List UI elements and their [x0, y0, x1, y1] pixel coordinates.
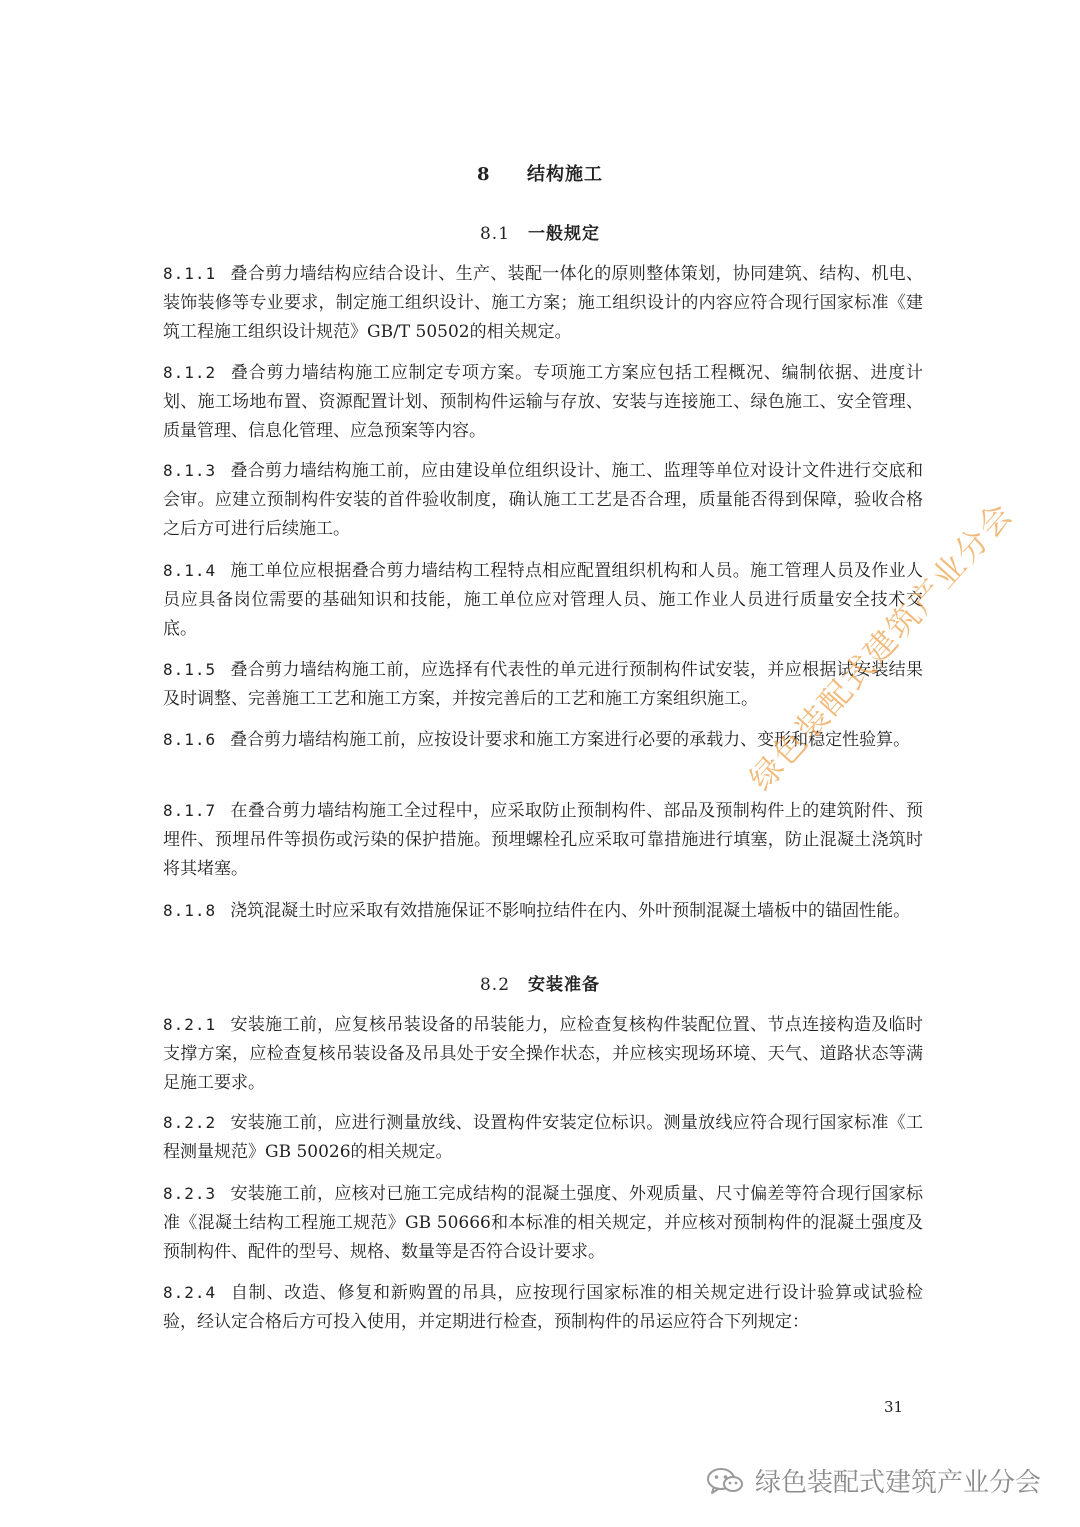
wechat-icon — [705, 1466, 745, 1496]
clause-number: 8.1.6 — [163, 730, 217, 749]
footer-brand-text: 绿色装配式建筑产业分会 — [755, 1468, 1042, 1498]
clause — [163, 1179, 923, 1267]
clause-number: 8.2.2 — [163, 1113, 217, 1132]
clause-number: 8.2.1 — [163, 1015, 217, 1034]
chapter-number: 8 — [476, 164, 491, 185]
section-title-text: 安装准备 — [528, 975, 601, 995]
clause — [163, 358, 923, 446]
clause-text: 在叠合剪力墙结构施工全过程中，应采取防止预制构件、部品及预制构件上的建筑附件、预埋件、预埋吊件等损伤或污染的保护措施。预埋螺栓孔应采取可靠措施进行填塞，防止混凝土浇筑时将其堵塞。 — [163, 801, 923, 879]
clause-text: 叠合剪力墙结构应结合设计、生产、装配一体化的原则整体策划，协同建筑、结构、机电、装饰装修等专业要求，制定施工组织设计、施工方案；施工组织设计的内容应符合现行国家标准《建筑工程施工组织设计规范》GB/T 50502的相关规定。 — [163, 264, 923, 342]
clause-number: 8.1.8 — [163, 901, 217, 920]
clause — [163, 796, 923, 884]
clause — [163, 556, 923, 644]
section-title-text: 一般规定 — [528, 224, 601, 244]
section-number: 8.1 — [479, 224, 511, 244]
clause-text: 叠合剪力墙结构施工前，应按设计要求和施工方案进行必要的承载力、变形和稳定性验算。 — [230, 730, 911, 750]
clause-number: 8.1.2 — [163, 363, 217, 382]
footer-brand[interactable] — [705, 1462, 1041, 1499]
clause-text: 安装施工前，应复核吊装设备的吊装能力，应检查复核构件装配位置、节点连接构造及临时支撑方案，应检查复核吊装设备及吊具处于安全操作状态，并应核实现场环境、天气、道路状态等满足施工要求。 — [163, 1015, 923, 1093]
chapter-title-text: 结构施工 — [527, 164, 604, 185]
clause-number: 8.1.3 — [163, 461, 217, 480]
clause-text: 叠合剪力墙结构施工应制定专项方案。专项施工方案应包括工程概况、编制依据、进度计划、施工场地布置、资源配置计划、预制构件运输与存放、安装与连接施工、绿色施工、安全管理、质量管理、信息化管理、应急预案等内容。 — [163, 363, 923, 441]
clause — [163, 1108, 923, 1167]
clause-text: 叠合剪力墙结构施工前，应选择有代表性的单元进行预制构件试安装，并应根据试安装结果及时调整、完善施工工艺和施工方案，并按完善后的工艺和施工方案组织施工。 — [163, 660, 923, 709]
clause — [163, 259, 923, 347]
section-title — [0, 219, 1080, 244]
clause-number: 8.1.1 — [163, 264, 217, 283]
clause-number: 8.2.3 — [163, 1184, 217, 1203]
clause — [163, 896, 923, 926]
clause-text: 安装施工前，应进行测量放线、设置构件安装定位标识。测量放线应符合现行国家标准《工程测量规范》GB 50026的相关规定。 — [163, 1113, 923, 1162]
clause-text: 自制、改造、修复和新购置的吊具，应按现行国家标准的相关规定进行设计验算或试验检验，经认定合格后方可投入使用，并定期进行检查，预制构件的吊运应符合下列规定： — [163, 1283, 923, 1332]
chapter-title — [0, 160, 1080, 186]
clause-text: 浇筑混凝土时应采取有效措施保证不影响拉结件在内、外叶预制混凝土墙板中的锚固性能。 — [230, 901, 911, 921]
clause-number: 8.1.4 — [163, 561, 217, 580]
clause — [163, 456, 923, 544]
clause — [163, 1278, 923, 1337]
clause — [163, 1010, 923, 1098]
clause-number: 8.2.4 — [163, 1283, 217, 1302]
clause-text: 叠合剪力墙结构施工前，应由建设单位组织设计、施工、监理等单位对设计文件进行交底和会审。应建立预制构件安装的首件验收制度，确认施工工艺是否合理，质量能否得到保障，验收合格之后方可进行后续施工。 — [163, 461, 923, 539]
page-number: 31 — [884, 1398, 904, 1416]
section-number: 8.2 — [479, 975, 511, 995]
section-title — [0, 970, 1080, 995]
clause-text: 安装施工前，应核对已施工完成结构的混凝土强度、外观质量、尺寸偏差等符合现行国家标准《混凝土结构工程施工规范》GB 50666和本标准的相关规定，并应核对预制构件的混凝土强度及预制构件、配件的型号、规格、数量等是否符合设计要求。 — [163, 1184, 923, 1262]
clause-text: 施工单位应根据叠合剪力墙结构工程特点相应配置组织机构和人员。施工管理人员及作业人员应具备岗位需要的基础知识和技能，施工单位应对管理人员、施工作业人员进行质量安全技术交底。 — [163, 561, 923, 639]
clause-number: 8.1.5 — [163, 660, 217, 679]
watermark: 绿色装配式建筑产业分会 — [742, 494, 1021, 799]
clause-number: 8.1.7 — [163, 801, 217, 820]
